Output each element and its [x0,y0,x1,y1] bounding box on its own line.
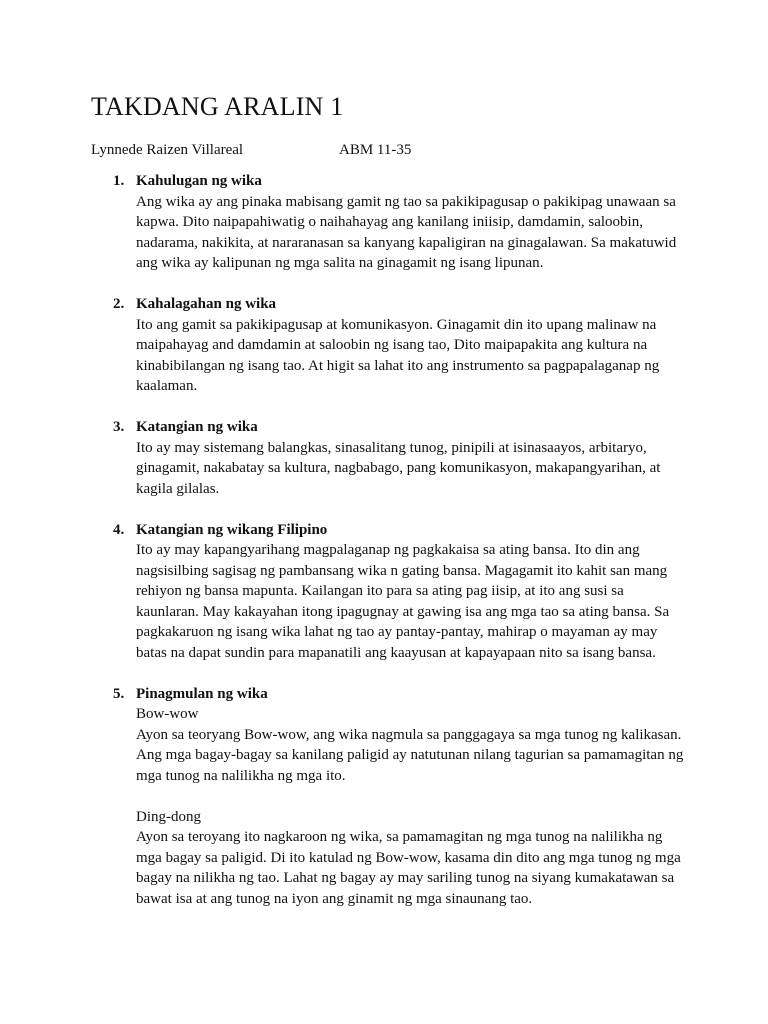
item-heading: Katangian ng wika [136,419,258,435]
item-heading: Kahalagahan ng wika [136,296,277,312]
numbered-list [0,171,768,930]
item-heading: Pinagmulan ng wika [136,685,268,702]
author-line [91,142,412,159]
list-item [0,417,768,499]
item-body: Ito ay may kapangyarihang magpalaganap ng pagkakaisa sa ating bansa. Ito din ang nagsisilbing sagisag ng pambansang wika n gating bansa. Magagamit ito kahit san mang rehiyon ng bansa mapunta. Kailangan ito para sa ating pag iisip, at ito ang susi sa kaunlaran. May kakayahan itong ipagugnay at gawing isa ang mga tao sa ating bansa. Sa pagkakaruon ng isang wika lahat ng tao ay pantay-pantay, mahirap o mayaman ay may batas na dapat sundin para mapanatili ang kaayusan at kapayapaan nito sa isang bansa. [136,542,670,661]
item-number: 3. [113,419,125,435]
theory-body: Ayon sa teroyang ito nagkaroon ng wika, sa pamamagitan ng mga tunog na nalilikha ng mga bagay sa paligid. Di ito katulad ng Bow-wow, kasama din dito ang mga tunog ng mga bagay na nilikha ng tao. Lahat ng bagay ay may sariling tunog na siyang kumakatawan sa bawat isa at ang tunog na iyon ang ginamit ng mga sinaunang tao. [136,829,681,907]
theory-body: Ayon sa teoryang Bow-wow, ang wika nagmula sa panggagaya sa mga tunog ng kalikasan. Ang mga bagay-bagay sa kanilang paligid ay natutunan nilang tagurian sa pamamagitan ng mga tunog na nalilikha ng mga ito. [136,726,684,784]
item-heading: Kahulugan ng wika [136,173,262,189]
author-name: Lynnede Raizen Villareal [91,142,244,158]
item-body: Ito ang gamit sa pakikipagusap at komunikasyon. Ginagamit din ito upang malinaw na maipahayag and damdamin at saloobin ng isang tao, Dito maipapakita ang kultura na kinabibilangan ng isang tao. At higit sa lahat ito ang instrumento sa pagpapalaganap ng kaalaman. [136,316,660,394]
class-section: ABM 11-35 [339,142,412,158]
item-body: Ito ay may sistemang balangkas, sinasalitang tunog, pinipili at isinasaayos, arbitaryo, ginagamit, nakabatay sa kultura, nagbabago, pang komunikasyon, makapangyarihan, at kagila gilalas. [136,439,661,497]
item-number: 5. [113,685,125,702]
theory-name: Ding-dong [136,808,201,825]
item-heading: Katangian ng wikang Filipino [136,521,328,538]
item-number: 4. [113,521,125,538]
item-body: Ang wika ay ang pinaka mabisang gamit ng tao sa pakikipagusap o pakikipag unawaan sa kapwa. Dito naipapahiwatig o naihahayag ang kanilang iniisip, damdamin, saloobin, nadarama, nakikita, at nararanasan sa kanyang kapaligiran na ginagalawan. Sa makatuwid ang wika ay kalipunan ng mga salita na ginagamit ng isang lipunan. [136,193,677,271]
item-number: 1. [113,173,125,189]
list-item [0,294,768,397]
list-item [0,171,768,274]
theory-name: Bow-wow [136,706,199,722]
list-item [0,520,768,664]
list-item [0,684,768,910]
item-number: 2. [113,296,125,312]
document-title: TAKDANG ARALIN 1 [91,92,344,121]
